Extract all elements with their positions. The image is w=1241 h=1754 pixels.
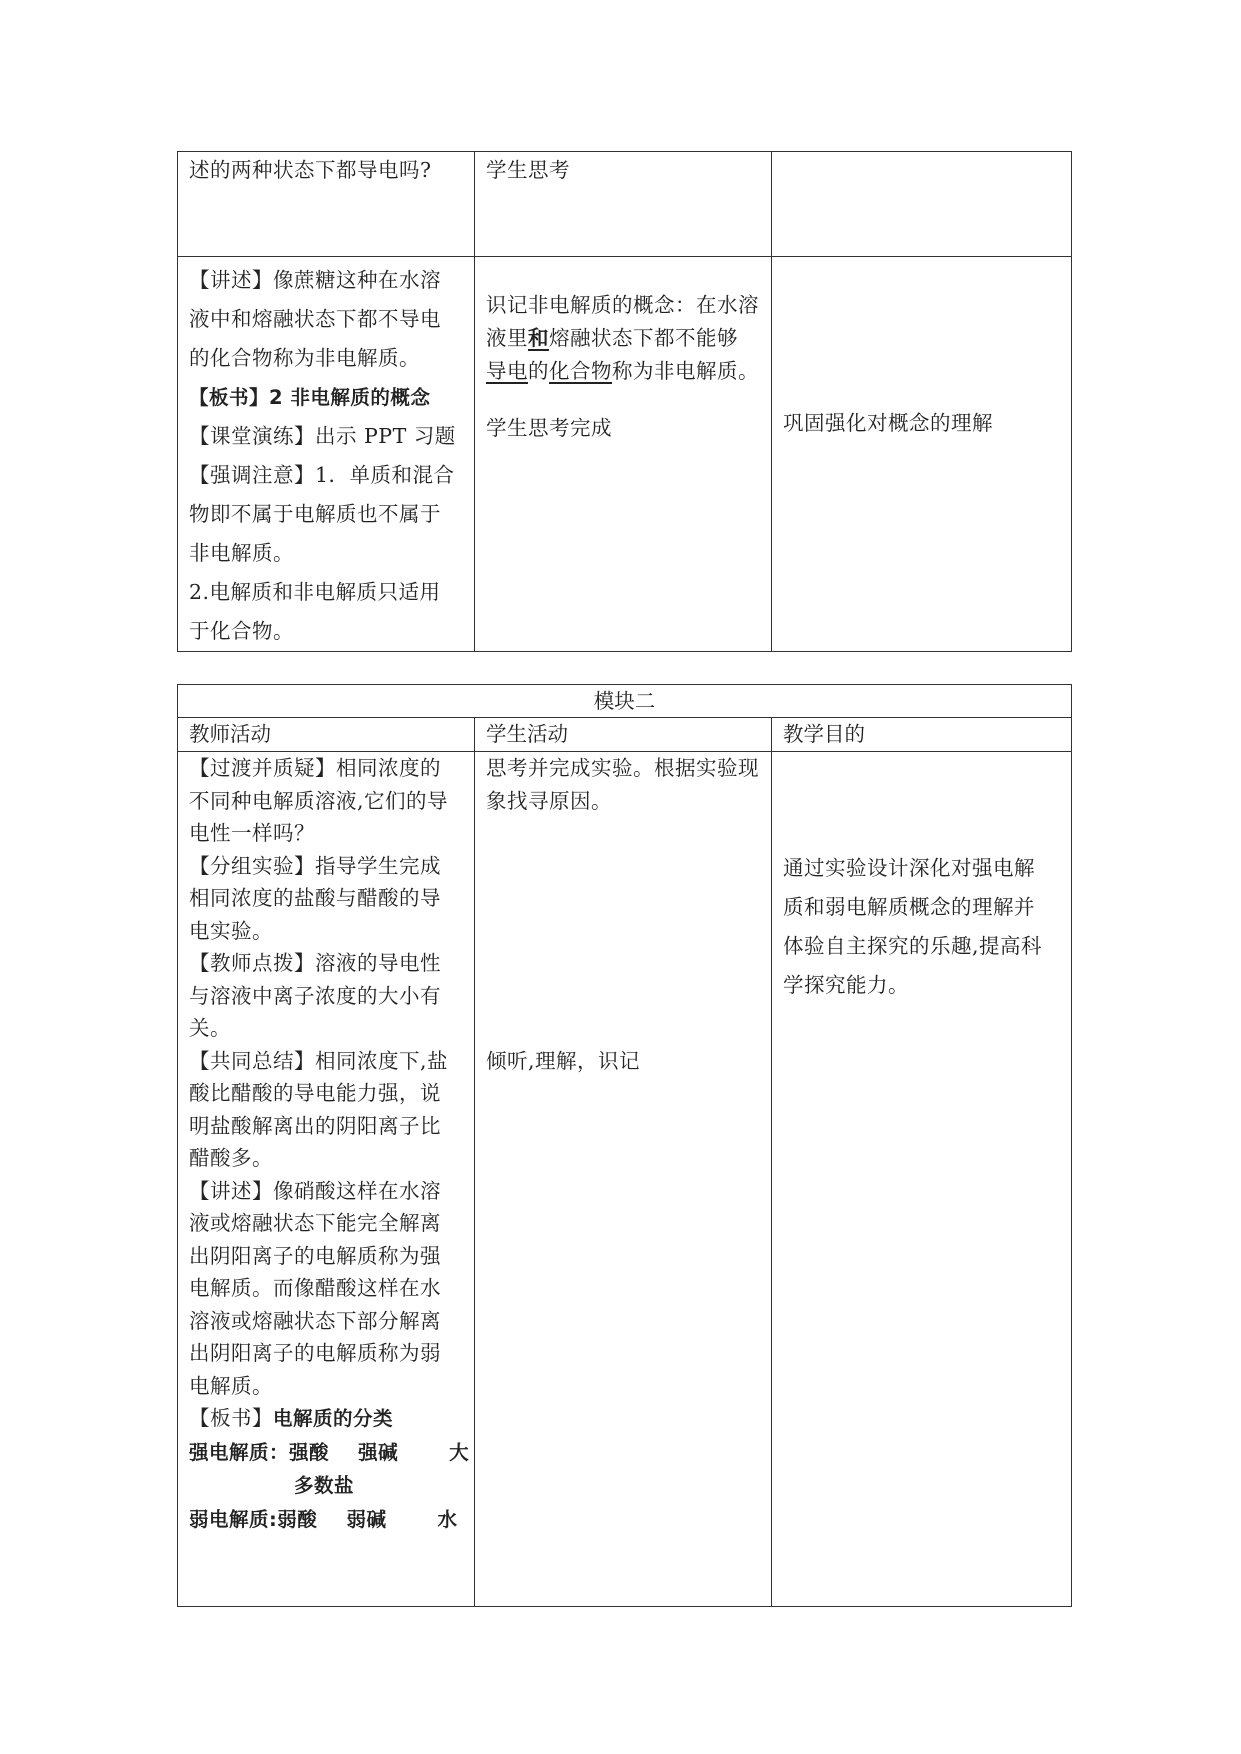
strong-electrolyte-line-2 [189,1469,464,1503]
board-label: 【板书】 [189,1406,273,1430]
teacher-text: 述的两种状态下都导电吗? [189,158,432,182]
concept-line: 识记非电解质的概念：在水溶 [486,293,759,317]
teacher-line [189,378,464,417]
header-label: 教学目的 [783,722,865,746]
teacher-line: 电实验。 [189,918,273,943]
header-label: 教师活动 [189,722,271,746]
teacher-line: 液中和熔融状态下都不导电 [189,307,441,331]
student-text: 学生思考 [486,158,570,182]
board-title: 电解质的分类 [273,1407,394,1430]
teacher-activity-cell [178,257,475,652]
table-title-row [178,685,1072,718]
teacher-line: 明盐酸解离出的阴阳离子比 [189,1113,441,1138]
header-purpose [772,718,1072,752]
weak-electrolyte-line [189,1503,464,1537]
concept-text: 液里 [486,326,528,350]
teacher-line: 醋酸多。 [189,1146,273,1170]
header-label: 学生活动 [486,722,568,746]
module-title: 模块二 [593,689,656,713]
teacher-line: 【教师点拨】溶液的导电性 [189,951,441,975]
concept-text: 熔融状态下都不能够 [549,326,738,350]
purpose-text: 巩固强化对概念的理解 [783,411,993,435]
table-header-row [178,718,1072,752]
concept-text: 的 [528,359,549,383]
teacher-line: 关。 [189,1016,231,1040]
purpose-line: 学探究能力。 [783,973,909,997]
teacher-line: 液或熔融状态下能完全解离 [189,1211,441,1235]
teacher-line: 电性一样吗？ [189,821,315,845]
teacher-activity-cell [178,752,475,1607]
student-line: 倾听,理解，识记 [486,1049,641,1073]
module-one-table [177,151,1072,652]
table-row [178,752,1072,1607]
table-row [178,257,1072,652]
purpose-cell [772,257,1072,652]
strong-electrolyte-text: 强电解质：强酸 强碱 大 [189,1440,470,1464]
teacher-line: 溶液或熔融状态下部分解离 [189,1308,441,1333]
table-row [178,152,1072,257]
purpose-cell [772,152,1072,257]
board-note: 【板书】2 非电解质的概念 [189,386,431,409]
student-line: 思考并完成实验。根据实验现 [486,756,759,780]
header-student [475,718,772,752]
purpose-text [772,152,1071,154]
student-activity-cell [475,752,772,1607]
student-line: 象找寻原因。 [486,788,612,813]
strong-electrolyte-line [189,1436,470,1470]
module-two-table [177,684,1072,1607]
header-teacher [178,718,475,752]
teacher-line: 【过渡并质疑】相同浓度的 [189,756,441,780]
teacher-line: 【分组实验】指导学生完成 [189,853,441,878]
teacher-line: 【共同总结】相同浓度下,盐 [189,1048,449,1073]
emphasis-conduct: 导电 [486,359,528,383]
teacher-line: 酸比醋酸的导电能力强，说 [189,1081,441,1105]
teacher-line: 非电解质。 [189,541,294,565]
concept-line [486,322,761,355]
teacher-line: 与溶液中离子浓度的大小有 [189,983,441,1008]
teacher-line: 【强调注意】1．单质和混合 [189,463,455,487]
concept-line [486,355,761,388]
purpose-line: 体验自主探究的乐趣,提高科 [783,934,1043,958]
teacher-line: 电解质。 [189,1373,273,1398]
teacher-activity-cell [178,152,475,257]
weak-electrolyte-text: 弱电解质:弱酸 弱碱 水 [189,1507,458,1531]
purpose-line: 通过实验设计深化对强电解 [783,856,1035,880]
teacher-line: 物即不属于电解质也不属于 [189,502,441,526]
teacher-line: 【讲述】像蔗糖这种在水溶 [189,268,441,292]
teacher-line: 电解质。而像醋酸这样在水 [189,1276,441,1300]
teacher-line: 相同浓度的盐酸与醋酸的导 [189,886,441,910]
teacher-line: 【课堂演练】出示 PPT 习题 [189,424,456,448]
teacher-line: 的化合物称为非电解质。 [189,346,420,370]
module-title-cell [178,685,1072,718]
teacher-line: 出阴阳离子的电解质称为弱 [189,1341,441,1365]
student-activity-cell [475,257,772,652]
concept-text: 称为非电解质。 [612,359,759,383]
teacher-line: 2.电解质和非电解质只适用 [189,580,441,604]
teacher-line: 【讲述】像硝酸这样在水溶 [189,1178,441,1203]
emphasis-compound: 化合物 [549,359,612,383]
purpose-cell [772,752,1072,1607]
student-activity-cell [475,152,772,257]
teacher-line: 不同种电解质溶液,它们的导 [189,788,449,813]
strong-electrolyte-text: 多数盐 [294,1474,355,1497]
purpose-line: 质和弱电解质概念的理解并 [783,895,1035,919]
teacher-line: 于化合物。 [189,619,294,643]
emphasis-and: 和 [528,326,549,350]
practice-text: 学生思考完成 [486,416,612,440]
teacher-line: 出阴阳离子的电解质称为强 [189,1243,441,1268]
board-line [189,1402,464,1436]
